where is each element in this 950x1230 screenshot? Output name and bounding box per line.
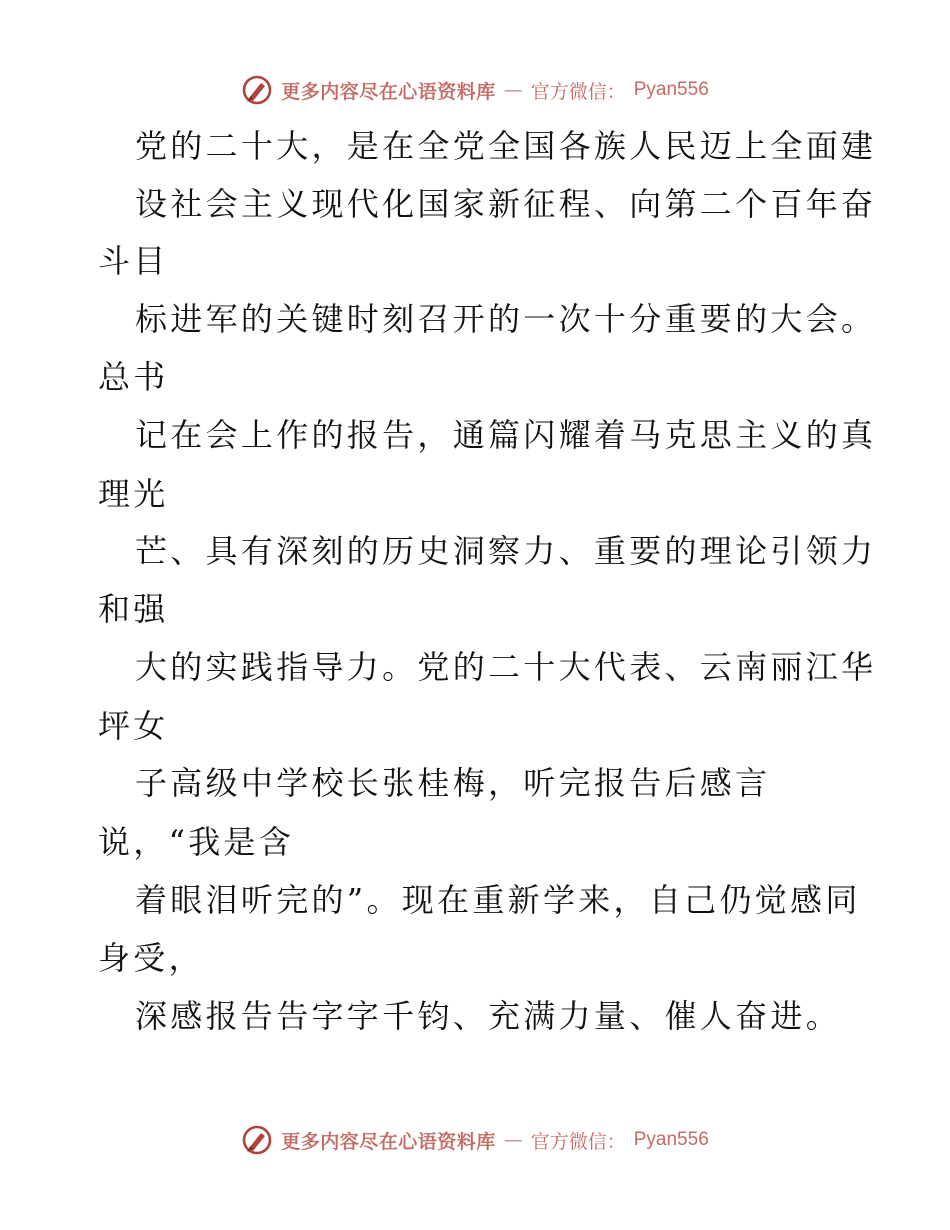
body-line-11: 坪女 [98, 707, 169, 745]
body-line-14: 着眼泪听完的”。现在重新学来，自己仍觉感同 [135, 881, 861, 919]
body-line-10: 大的实践指导力。党的二十大代表、云南丽江华 [135, 648, 877, 686]
banner-wechat-id: Pyan556 [633, 1129, 709, 1150]
body-line-9: 和强 [98, 590, 169, 628]
banner-title: 更多内容尽在心语资料库 [281, 80, 496, 103]
banner-wechat-id: Pyan556 [633, 79, 709, 100]
body-line-7: 理光 [98, 475, 169, 513]
banner-wechat-label: 官方微信： [530, 80, 626, 103]
banner-separator: — [503, 79, 523, 101]
body-line-5: 总书 [98, 358, 169, 396]
body-line-3: 斗目 [98, 242, 169, 280]
body-line-15: 身受， [98, 939, 204, 977]
body-line-1: 党的二十大，是在全党全国各族人民迈上全面建 [135, 127, 877, 165]
body-line-6: 记在会上作的报告，通篇闪耀着马克思主义的真 [135, 416, 877, 454]
body-line-2: 设社会主义现代化国家新征程、向第二个百年奋 [135, 185, 877, 223]
banner-wechat-label: 官方微信： [530, 1130, 626, 1153]
banner-title: 更多内容尽在心语资料库 [281, 1130, 496, 1153]
footer-banner [0, 1120, 950, 1160]
body-line-4: 标进军的关键时刻召开的一次十分重要的大会。 [135, 300, 877, 338]
body-line-16: 深感报告告字字千钧、充满力量、催人奋进。 [135, 997, 842, 1035]
body-line-12: 子高级中学校长张桂梅，听完报告后感言 [135, 764, 771, 802]
pen-logo-icon [241, 1124, 273, 1156]
body-line-8: 芒、具有深刻的历史洞察力、重要的理论引领力 [135, 532, 877, 570]
banner-separator: — [503, 1129, 523, 1151]
body-line-13: 说，“我是含 [98, 823, 295, 861]
